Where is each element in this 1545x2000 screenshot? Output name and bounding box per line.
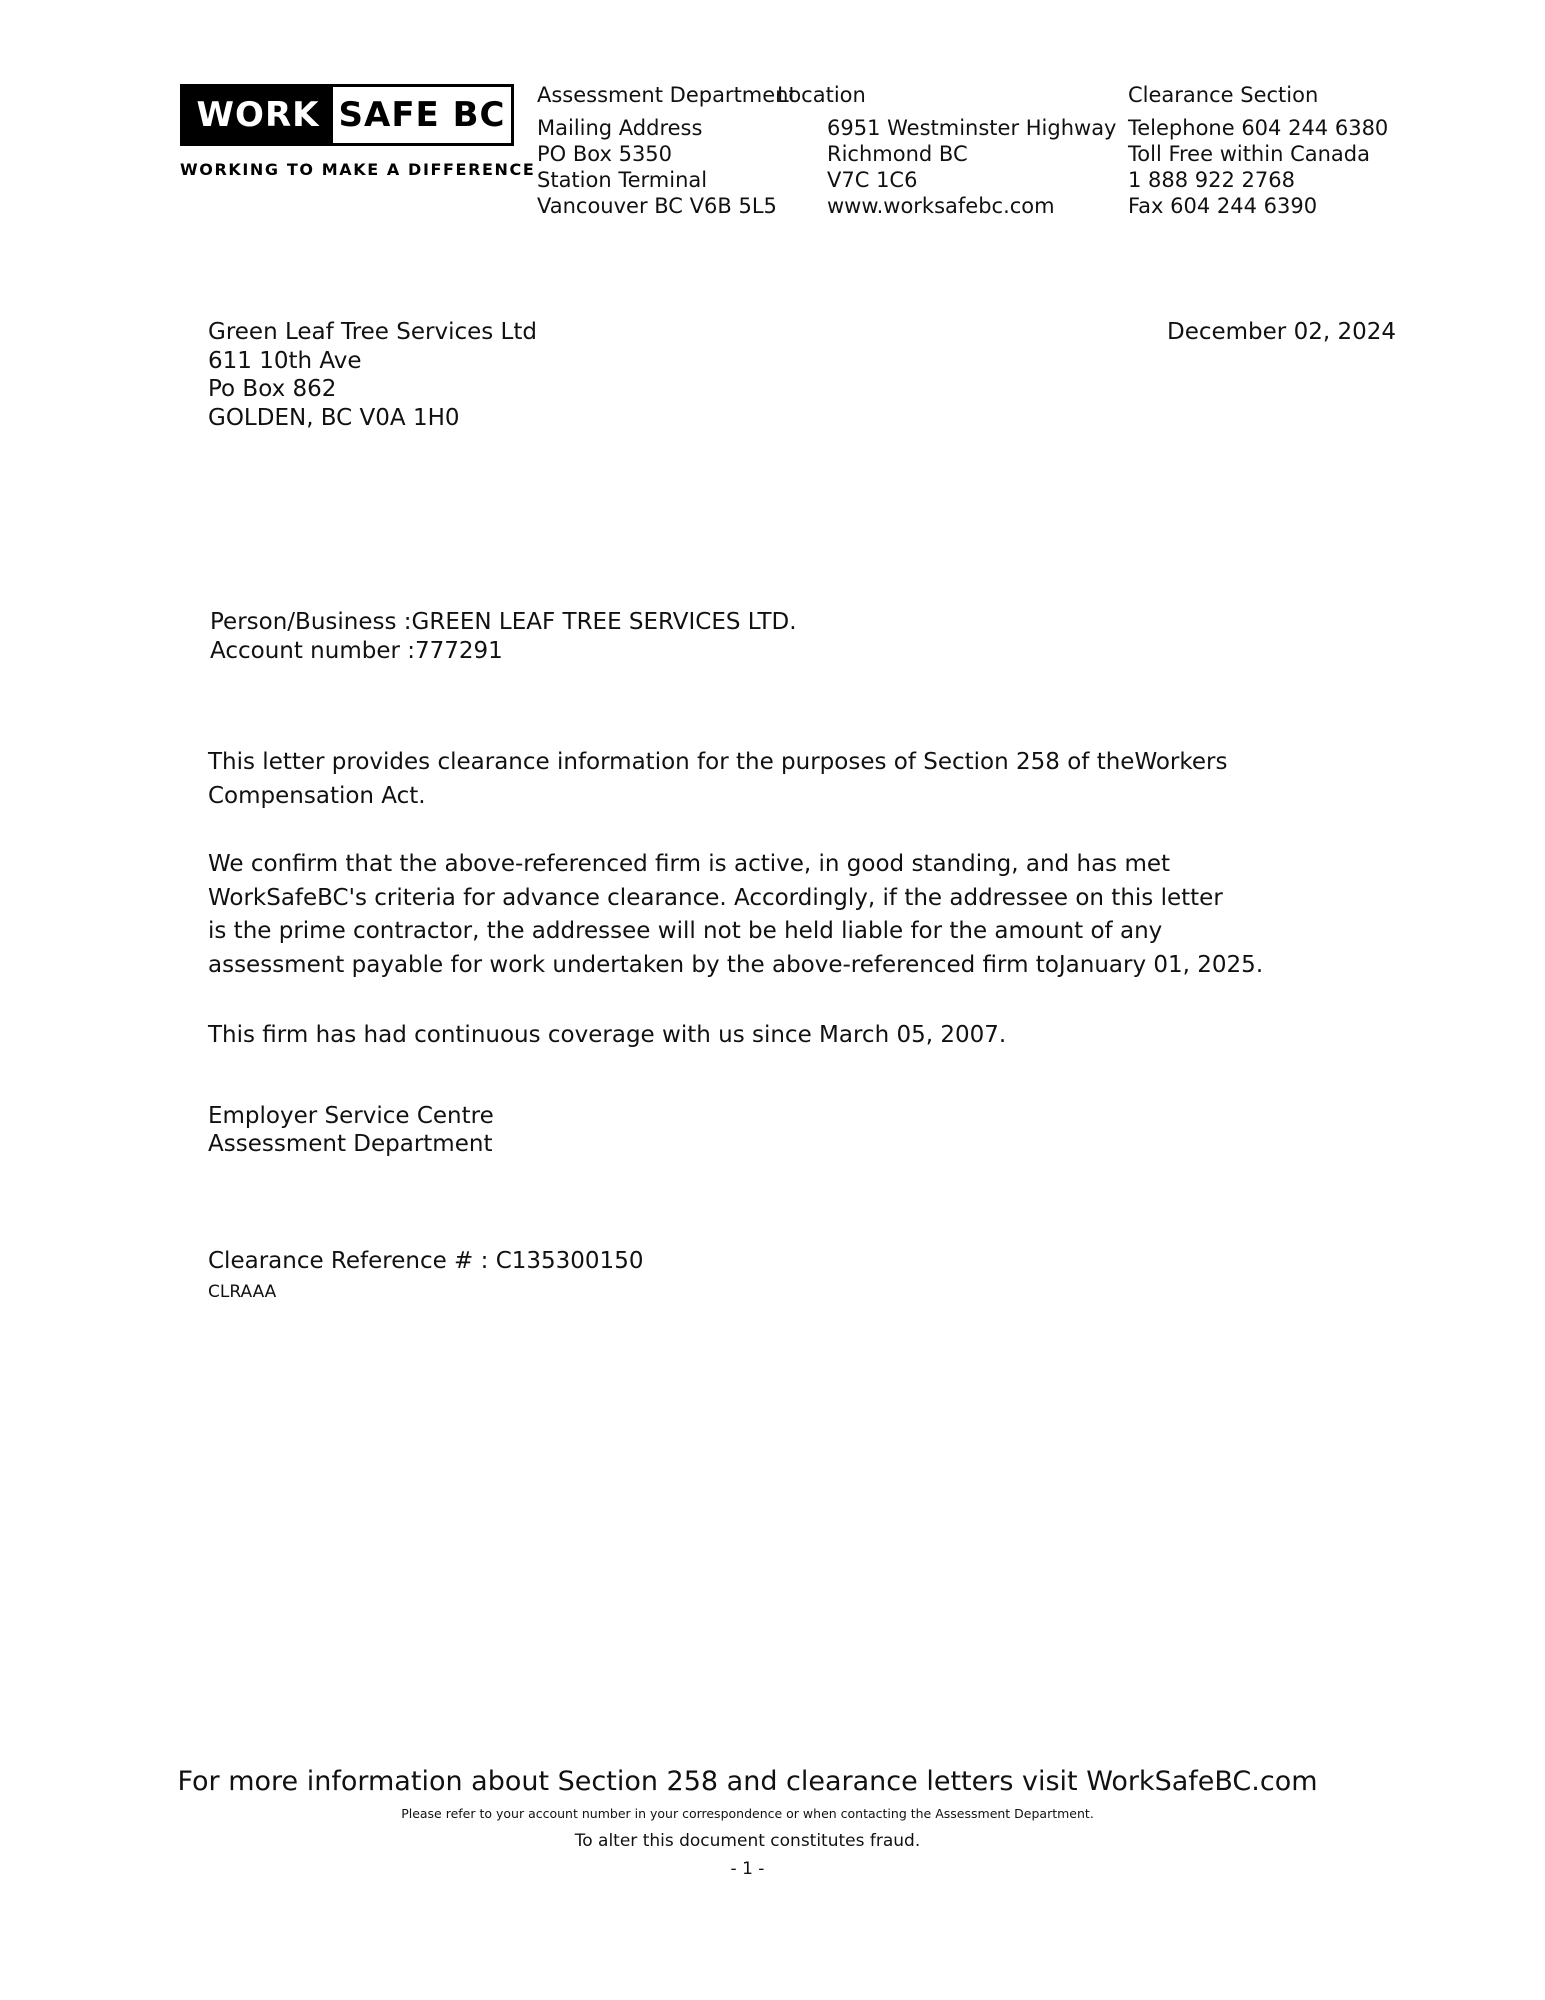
business-name-line: Person/Business :GREEN LEAF TREE SERVICES LTD. <box>210 609 797 635</box>
clearance-line: Telephone 604 244 6380 <box>1128 116 1389 140</box>
logo-safebc-text: SAFE BC <box>338 95 506 135</box>
clearance-code: CLRAAA <box>208 1282 277 1302</box>
mailing-line: Station Terminal <box>537 168 708 192</box>
location-line: 6951 Westminster Highway <box>827 116 1117 140</box>
website-link[interactable]: www.worksafebc.com <box>827 194 1055 218</box>
paragraph-line: assessment payable for work undertaken by the above-referenced firm toJanuary 01, 2025. <box>208 951 1264 978</box>
recipient-line: Green Leaf Tree Services Ltd <box>208 319 537 345</box>
recipient-address <box>208 318 537 432</box>
paragraph-line: This letter provides clearance information for the purposes of Section 258 of theWorkers <box>208 749 1228 775</box>
location-line: V7C 1C6 <box>827 168 918 192</box>
paragraph-line: This firm has had continuous coverage with us since March 05, 2007. <box>208 1022 1007 1048</box>
recipient-line: 611 10th Ave <box>208 347 362 374</box>
page-number: - 1 - <box>730 1859 765 1879</box>
body-paragraph-2 <box>208 848 1263 982</box>
clearance-line: 1 888 922 2768 <box>1128 168 1295 192</box>
clearance-line: Toll Free within Canada <box>1128 142 1370 166</box>
header-assessment-title: Assessment Department <box>537 83 797 107</box>
location-line: Richmond BC <box>827 142 968 166</box>
header-location-address <box>827 115 1117 219</box>
paragraph-line: Compensation Act. <box>208 782 426 809</box>
footer-fraud-warning: To alter this document constitutes fraud. <box>574 1831 921 1851</box>
header-location-title: Location <box>777 83 866 107</box>
worksafebc-logo <box>180 84 514 146</box>
mailing-line: Mailing Address <box>537 116 703 140</box>
logo-work-text: WORK <box>183 87 333 143</box>
clearance-reference: Clearance Reference # : C135300150 <box>208 1248 644 1274</box>
account-number-line: Account number :777291 <box>210 638 503 664</box>
header-clearance-contact <box>1128 115 1388 219</box>
signature-line: Assessment Department <box>208 1131 493 1157</box>
paragraph-line: WorkSafeBC's criteria for advance clearance. Accordingly, if the addressee on this letter <box>208 884 1223 911</box>
paragraph-line: We confirm that the above-referenced firm is active, in good standing, and has met <box>208 851 1171 877</box>
recipient-line: GOLDEN, BC V0A 1H0 <box>208 404 460 431</box>
logo-tagline: WORKING TO MAKE A DIFFERENCE <box>180 160 536 179</box>
signature-block <box>208 1102 494 1158</box>
letter-date: December 02, 2024 <box>1166 319 1396 345</box>
body-paragraph-1 <box>208 746 1227 813</box>
footer-note: Please refer to your account number in your correspondence or when contacting the Assessment Department. <box>401 1806 1094 1821</box>
header-clearance-title: Clearance Section <box>1128 83 1319 107</box>
mailing-line: Vancouver BC V6B 5L5 <box>537 194 777 218</box>
header-mailing-address <box>537 115 777 219</box>
mailing-line: PO Box 5350 <box>537 142 673 166</box>
paragraph-line: is the prime contractor, the addressee will not be held liable for the amount of any <box>208 918 1163 944</box>
clearance-line: Fax 604 244 6390 <box>1128 194 1318 218</box>
footer-info: For more information about Section 258 and clearance letters visit WorkSafeBC.com <box>177 1766 1318 1797</box>
signature-line: Employer Service Centre <box>208 1103 494 1129</box>
recipient-line: Po Box 862 <box>208 376 337 402</box>
body-paragraph-3 <box>208 1019 1006 1053</box>
reference-block <box>210 608 797 666</box>
